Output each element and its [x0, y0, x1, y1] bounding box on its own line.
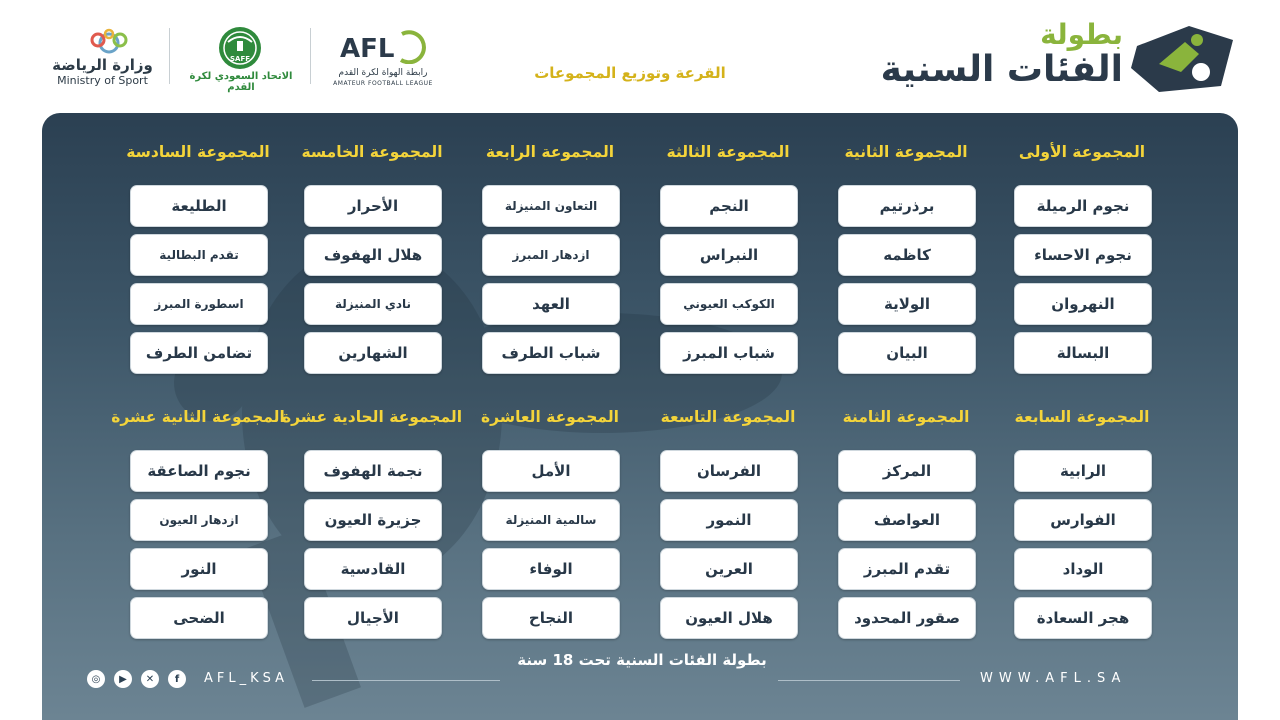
team-box: العرين [660, 548, 798, 590]
team-box: تقدم المبرز [838, 548, 976, 590]
x-icon[interactable]: ✕ [141, 670, 159, 688]
team-box: النبراس [660, 234, 798, 276]
team-box: النور [130, 548, 268, 590]
ministry-emblem-icon [86, 28, 132, 58]
group-title: المجموعة التاسعة [660, 408, 796, 426]
team-box: الرابية [1014, 450, 1152, 492]
group-title: المجموعة الثامنة [842, 408, 970, 426]
team-box: النجم [660, 185, 798, 227]
social-handle: AFL_KSA [204, 671, 289, 686]
championship-emblem-icon [1129, 24, 1235, 94]
championship-logo [815, 18, 1245, 94]
team-box: نجوم الرميلة [1014, 185, 1152, 227]
team-box: الطليعة [130, 185, 268, 227]
team-box: البيان [838, 332, 976, 374]
afl-name-ar: رابطة الهواة لكرة القدم [338, 68, 428, 78]
team-box: ازدهار العيون [130, 499, 268, 541]
team-box: تضامن الطرف [130, 332, 268, 374]
team-box: الكوكب العيوني [660, 283, 798, 325]
website-url[interactable]: WWW.AFL.SA [980, 671, 1127, 686]
team-box: هجر السعادة [1014, 597, 1152, 639]
team-box: نجوم الصاعقة [130, 450, 268, 492]
groups-panel [42, 113, 1238, 720]
footer-divider [778, 680, 960, 681]
championship-title-line1: بطولة [1040, 18, 1123, 51]
team-box: البسالة [1014, 332, 1152, 374]
team-box: ازدهار المبرز [482, 234, 620, 276]
saff-name-ar: الاتحاد السعودي لكرة القدم [189, 71, 293, 93]
group-title: المجموعة الثالثة [666, 143, 790, 161]
group-title: المجموعة السابعة [1014, 408, 1150, 426]
afl-logo [318, 26, 448, 86]
youtube-icon[interactable]: ▶ [114, 670, 132, 688]
ministry-name-en: Ministry of Sport [57, 74, 148, 87]
team-box: نجمة الهفوف [304, 450, 442, 492]
team-box: شباب الطرف [482, 332, 620, 374]
team-box: القادسية [304, 548, 442, 590]
header [0, 0, 1280, 112]
team-box: العواصف [838, 499, 976, 541]
team-box: التعاون المنيزلة [482, 185, 620, 227]
group-title: المجموعة العاشرة [481, 408, 619, 426]
ministry-name-ar: وزارة الرياضة [52, 56, 153, 74]
saff-logo [186, 20, 306, 93]
team-box: سالمية المنيزلة [482, 499, 620, 541]
team-box: هلال العيون [660, 597, 798, 639]
group-title: المجموعة الثانية [844, 143, 968, 161]
team-box: هلال الهفوف [304, 234, 442, 276]
team-box: صقور المحدود [838, 597, 976, 639]
header-divider [169, 28, 170, 84]
team-box: الوداد [1014, 548, 1152, 590]
group-title: المجموعة الثانية عشرة [111, 408, 285, 426]
team-box: الولاية [838, 283, 976, 325]
team-box: الأمل [482, 450, 620, 492]
saff-badge-text: SAFF [229, 55, 251, 63]
team-box: الشهارين [304, 332, 442, 374]
team-box: النهروان [1014, 283, 1152, 325]
team-box: الفرسان [660, 450, 798, 492]
championship-title-line2: الفئات السنية [880, 49, 1123, 90]
group-title: المجموعة الحادية عشرة [281, 408, 463, 426]
team-box: جزيرة العيون [304, 499, 442, 541]
team-box: الأحرار [304, 185, 442, 227]
group-title: المجموعة الخامسة [301, 143, 443, 161]
team-box: النمور [660, 499, 798, 541]
team-box: الضحى [130, 597, 268, 639]
footer-divider [312, 680, 500, 681]
facebook-icon[interactable]: f [168, 670, 186, 688]
team-box: نادي المنيزلة [304, 283, 442, 325]
team-box: تقدم البطالية [130, 234, 268, 276]
footer-caption: بطولة الفئات السنية تحت 18 سنة [517, 651, 767, 669]
team-box: الأجيال [304, 597, 442, 639]
page-subtitle: القرعة وتوزيع المجموعات [534, 64, 726, 82]
afl-mark-text: AFL [340, 34, 395, 64]
team-box: العهد [482, 283, 620, 325]
team-box: نجوم الاحساء [1014, 234, 1152, 276]
team-box: اسطورة المبرز [130, 283, 268, 325]
team-box: الوفاء [482, 548, 620, 590]
group-title: المجموعة الرابعة [485, 143, 615, 161]
ministry-of-sport-logo [40, 26, 165, 86]
saff-emblem-icon [206, 26, 274, 70]
team-box: المركز [838, 450, 976, 492]
team-box: النجاح [482, 597, 620, 639]
team-box: كاظمه [838, 234, 976, 276]
team-box: برذرتيم [838, 185, 976, 227]
header-divider [310, 28, 311, 84]
group-title: المجموعة السادسة [126, 143, 270, 161]
afl-name-en: AMATEUR FOOTBALL LEAGUE [333, 80, 433, 87]
team-box: الفوارس [1014, 499, 1152, 541]
instagram-icon[interactable]: ◎ [87, 670, 105, 688]
group-title: المجموعة الأولى [1018, 143, 1146, 161]
afl-mark-icon [328, 30, 438, 64]
team-box: شباب المبرز [660, 332, 798, 374]
